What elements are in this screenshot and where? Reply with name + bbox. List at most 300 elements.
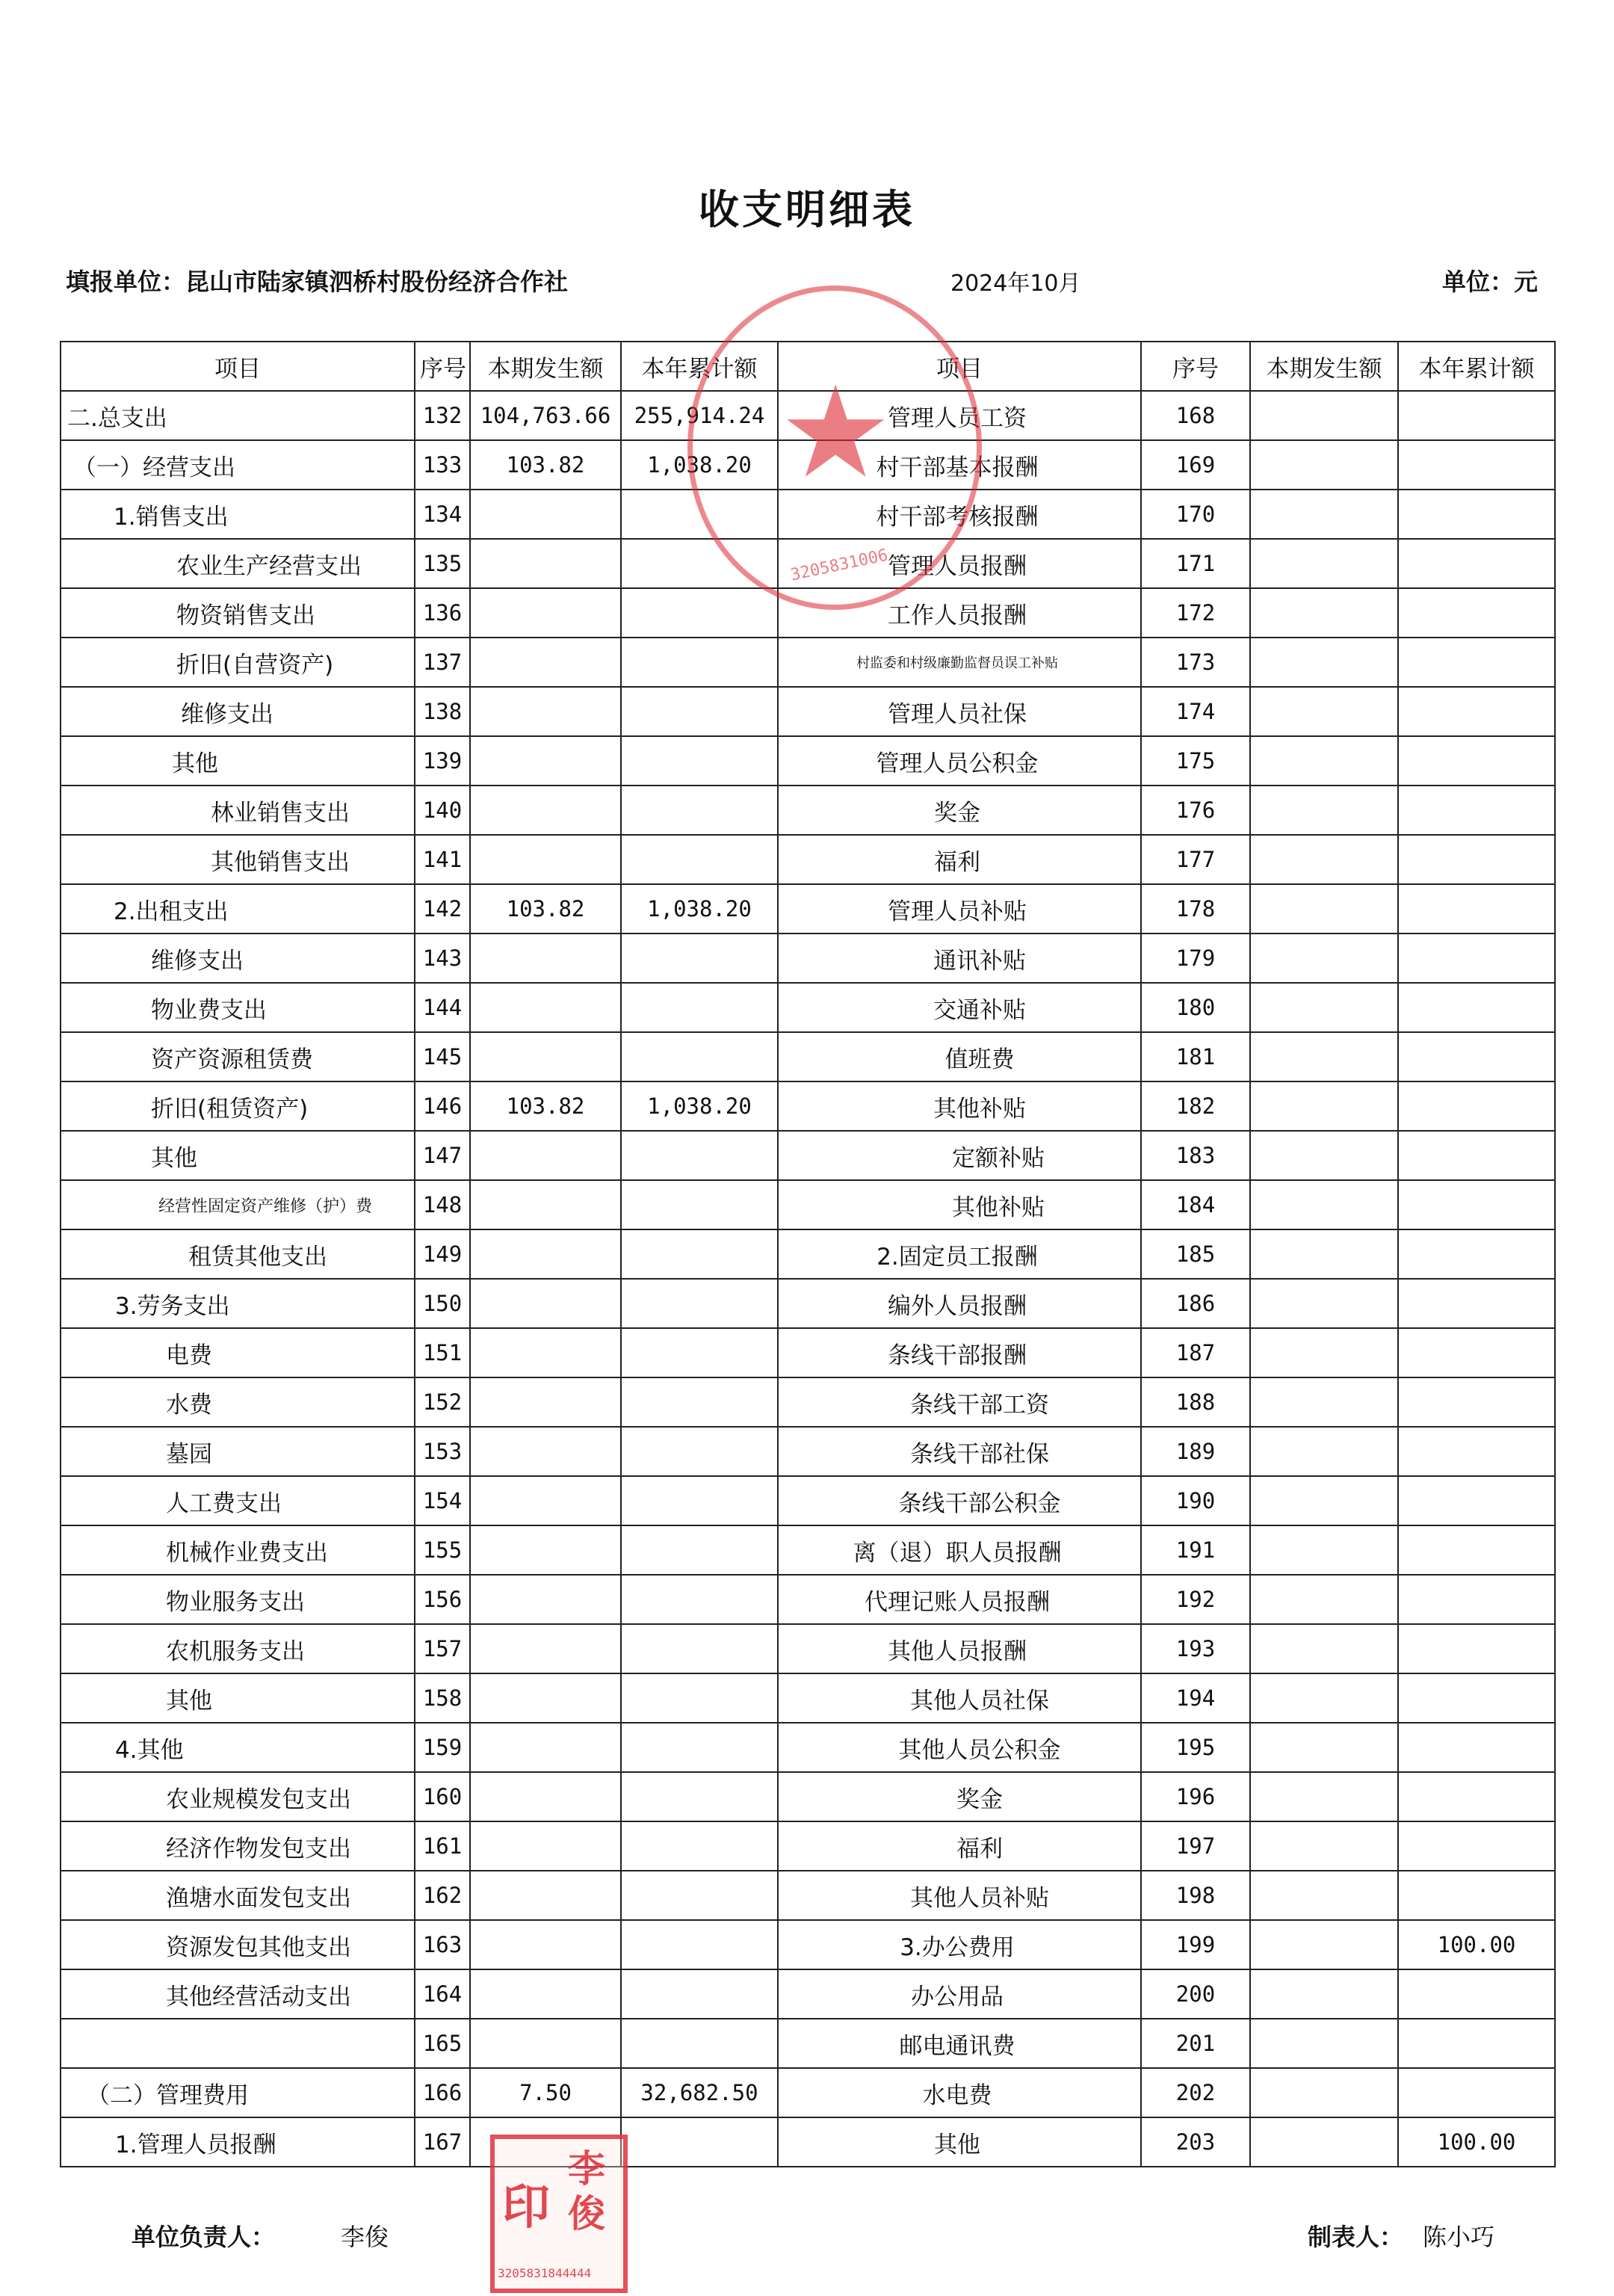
right-seq-cell: 197 [1141, 1821, 1250, 1871]
left-item-cell: （二）管理费用 [61, 2068, 415, 2117]
col-header-current-left: 本期发生额 [470, 342, 621, 391]
right-item-cell: 条线干部工资 [778, 1377, 1141, 1427]
right-seq-cell: 172 [1141, 588, 1250, 638]
left-current-cell [470, 1377, 621, 1427]
left-item-cell: 资产资源租赁费 [61, 1032, 415, 1081]
left-seq-cell: 133 [415, 440, 470, 490]
right-item-cell: 其他人员公积金 [778, 1723, 1141, 1772]
left-seq-cell: 161 [415, 1821, 470, 1871]
right-current-cell [1250, 391, 1398, 440]
table-row [61, 1131, 1555, 1180]
left-item-cell: 3.劳务支出 [61, 1279, 415, 1328]
right-seq-cell: 181 [1141, 1032, 1250, 1081]
left-current-cell [470, 1229, 621, 1279]
left-current-cell [470, 539, 621, 588]
right-ytd-cell [1398, 1180, 1555, 1229]
left-ytd-cell [621, 1032, 778, 1081]
left-ytd-cell [621, 1180, 778, 1229]
left-seq-cell: 152 [415, 1377, 470, 1427]
right-seq-cell: 191 [1141, 1525, 1250, 1575]
left-current-cell: 104,763.66 [470, 391, 621, 440]
right-item-cell: 条线干部公积金 [778, 1476, 1141, 1525]
left-seq-cell: 154 [415, 1476, 470, 1525]
right-seq-cell: 187 [1141, 1328, 1250, 1377]
right-ytd-cell [1398, 1575, 1555, 1624]
left-item-cell: 维修支出 [61, 687, 415, 736]
col-header-current-right: 本期发生额 [1250, 342, 1398, 391]
left-ytd-cell [621, 1427, 778, 1476]
left-seq-cell: 163 [415, 1920, 470, 1969]
table-row [61, 1377, 1555, 1427]
right-seq-cell: 176 [1141, 786, 1250, 835]
left-current-cell: 103.82 [470, 440, 621, 490]
left-seq-cell: 156 [415, 1575, 470, 1624]
right-ytd-cell [1398, 391, 1555, 440]
left-ytd-cell [621, 490, 778, 539]
left-current-cell: 103.82 [470, 1081, 621, 1131]
right-current-cell [1250, 1772, 1398, 1821]
right-seq-cell: 178 [1141, 884, 1250, 933]
left-current-cell [470, 1673, 621, 1723]
left-ytd-cell [621, 1673, 778, 1723]
table-row [61, 588, 1555, 638]
right-current-cell [1250, 884, 1398, 933]
right-ytd-cell [1398, 1476, 1555, 1525]
left-current-cell [470, 2019, 621, 2068]
left-seq-cell: 151 [415, 1328, 470, 1377]
left-current-cell [470, 2117, 621, 2167]
left-current-cell [470, 786, 621, 835]
left-ytd-cell [621, 2117, 778, 2167]
left-ytd-cell [621, 933, 778, 983]
left-ytd-cell [621, 1377, 778, 1427]
left-current-cell [470, 1525, 621, 1575]
table-row [61, 1723, 1555, 1772]
right-ytd-cell [1398, 638, 1555, 687]
table-row [61, 2117, 1555, 2167]
left-seq-cell: 146 [415, 1081, 470, 1131]
left-current-cell [470, 1920, 621, 1969]
right-seq-cell: 183 [1141, 1131, 1250, 1180]
right-ytd-cell [1398, 1624, 1555, 1673]
right-seq-cell: 175 [1141, 736, 1250, 786]
table-row [61, 687, 1555, 736]
left-seq-cell: 137 [415, 638, 470, 687]
left-item-cell: 维修支出 [61, 933, 415, 983]
right-current-cell [1250, 1229, 1398, 1279]
left-seq-cell: 144 [415, 983, 470, 1032]
left-seq-cell: 162 [415, 1871, 470, 1920]
left-item-cell: 1.销售支出 [61, 490, 415, 539]
left-ytd-cell [621, 1229, 778, 1279]
right-seq-cell: 188 [1141, 1377, 1250, 1427]
right-ytd-cell [1398, 1229, 1555, 1279]
right-item-cell: 村干部考核报酬 [778, 490, 1141, 539]
detail-table [60, 341, 1556, 2167]
right-seq-cell: 192 [1141, 1575, 1250, 1624]
left-seq-cell: 164 [415, 1969, 470, 2019]
right-item-cell: 村干部基本报酬 [778, 440, 1141, 490]
left-item-cell: 机械作业费支出 [61, 1525, 415, 1575]
table-row [61, 1229, 1555, 1279]
left-seq-cell: 148 [415, 1180, 470, 1229]
right-current-cell [1250, 1525, 1398, 1575]
left-seq-cell: 139 [415, 736, 470, 786]
left-item-cell [61, 2019, 415, 2068]
square-seal-code: 3205831844444 [498, 2266, 592, 2280]
right-seq-cell: 190 [1141, 1476, 1250, 1525]
table-row [61, 1969, 1555, 2019]
right-ytd-cell [1398, 1427, 1555, 1476]
left-ytd-cell [621, 1821, 778, 1871]
left-seq-cell: 155 [415, 1525, 470, 1575]
left-seq-cell: 143 [415, 933, 470, 983]
table-row [61, 1624, 1555, 1673]
left-seq-cell: 166 [415, 2068, 470, 2117]
table-row [61, 983, 1555, 1032]
left-ytd-cell [621, 687, 778, 736]
right-current-cell [1250, 1032, 1398, 1081]
left-current-cell [470, 1427, 621, 1476]
table-row [61, 1180, 1555, 1229]
right-ytd-cell [1398, 983, 1555, 1032]
left-seq-cell: 160 [415, 1772, 470, 1821]
right-ytd-cell [1398, 1821, 1555, 1871]
right-current-cell [1250, 539, 1398, 588]
left-item-cell: 其他经营活动支出 [61, 1969, 415, 2019]
right-ytd-cell [1398, 933, 1555, 983]
right-current-cell [1250, 687, 1398, 736]
right-item-cell: 其他补贴 [778, 1081, 1141, 1131]
col-header-ytd-right: 本年累计额 [1398, 342, 1555, 391]
left-item-cell: 资源发包其他支出 [61, 1920, 415, 1969]
right-ytd-cell [1398, 1377, 1555, 1427]
right-item-cell: 邮电通讯费 [778, 2019, 1141, 2068]
star-icon: ★ [779, 359, 893, 507]
left-current-cell [470, 1328, 621, 1377]
left-current-cell [470, 983, 621, 1032]
right-current-cell [1250, 835, 1398, 884]
left-seq-cell: 132 [415, 391, 470, 440]
right-seq-cell: 184 [1141, 1180, 1250, 1229]
right-current-cell [1250, 1920, 1398, 1969]
right-current-cell [1250, 1131, 1398, 1180]
right-item-cell: 办公用品 [778, 1969, 1141, 2019]
right-ytd-cell [1398, 440, 1555, 490]
square-seal-char-1: 印 [502, 2180, 550, 2235]
left-current-cell [470, 638, 621, 687]
left-item-cell: 经济作物发包支出 [61, 1821, 415, 1871]
right-item-cell: 工作人员报酬 [778, 588, 1141, 638]
left-seq-cell: 149 [415, 1229, 470, 1279]
right-ytd-cell [1398, 490, 1555, 539]
right-ytd-cell [1398, 786, 1555, 835]
table-row [61, 490, 1555, 539]
right-seq-cell: 171 [1141, 539, 1250, 588]
table-row [61, 1821, 1555, 1871]
table-row [61, 1525, 1555, 1575]
right-item-cell: 奖金 [778, 1772, 1141, 1821]
right-seq-cell: 177 [1141, 835, 1250, 884]
right-seq-cell: 186 [1141, 1279, 1250, 1328]
left-ytd-cell [621, 736, 778, 786]
left-seq-cell: 167 [415, 2117, 470, 2167]
table-row [61, 1476, 1555, 1525]
left-ytd-cell [621, 1624, 778, 1673]
left-item-cell: 物业服务支出 [61, 1575, 415, 1624]
left-seq-cell: 145 [415, 1032, 470, 1081]
left-ytd-cell [621, 786, 778, 835]
left-item-cell: 4.其他 [61, 1723, 415, 1772]
table-row [61, 1920, 1555, 1969]
right-ytd-cell: 100.00 [1398, 1920, 1555, 1969]
left-current-cell [470, 835, 621, 884]
left-item-cell: 渔塘水面发包支出 [61, 1871, 415, 1920]
right-ytd-cell [1398, 1871, 1555, 1920]
left-seq-cell: 140 [415, 786, 470, 835]
left-current-cell [470, 1772, 621, 1821]
right-seq-cell: 195 [1141, 1723, 1250, 1772]
right-ytd-cell [1398, 687, 1555, 736]
right-current-cell [1250, 2019, 1398, 2068]
left-item-cell: 二.总支出 [61, 391, 415, 440]
right-current-cell [1250, 1279, 1398, 1328]
left-current-cell [470, 588, 621, 638]
right-item-cell: 值班费 [778, 1032, 1141, 1081]
left-ytd-cell [621, 1279, 778, 1328]
left-item-cell: 物资销售支出 [61, 588, 415, 638]
right-seq-cell: 196 [1141, 1772, 1250, 1821]
left-current-cell [470, 1476, 621, 1525]
table-row [61, 1575, 1555, 1624]
currency-unit: 单位：元 [1442, 268, 1539, 296]
right-current-cell [1250, 638, 1398, 687]
right-seq-cell: 182 [1141, 1081, 1250, 1131]
right-seq-cell: 198 [1141, 1871, 1250, 1920]
left-current-cell [470, 1969, 621, 2019]
table-row [61, 391, 1555, 440]
page-title: 收支明细表 [699, 186, 915, 233]
left-seq-cell: 165 [415, 2019, 470, 2068]
left-ytd-cell [621, 1969, 778, 2019]
right-seq-cell: 185 [1141, 1229, 1250, 1279]
left-item-cell: 其他 [61, 736, 415, 786]
table-row [61, 786, 1555, 835]
right-current-cell [1250, 1723, 1398, 1772]
table-row [61, 1427, 1555, 1476]
right-ytd-cell [1398, 736, 1555, 786]
left-ytd-cell [621, 835, 778, 884]
left-seq-cell: 150 [415, 1279, 470, 1328]
right-ytd-cell [1398, 835, 1555, 884]
right-item-cell: 通讯补贴 [778, 933, 1141, 983]
col-header-item-left: 项目 [61, 342, 415, 391]
right-ytd-cell [1398, 1673, 1555, 1723]
right-item-cell: 其他补贴 [778, 1180, 1141, 1229]
left-ytd-cell: 32,682.50 [621, 2068, 778, 2117]
footer-preparer [1308, 2218, 1494, 2253]
table-row [61, 835, 1555, 884]
left-seq-cell: 147 [415, 1131, 470, 1180]
left-seq-cell: 157 [415, 1624, 470, 1673]
left-ytd-cell [621, 2019, 778, 2068]
left-item-cell: 农业规模发包支出 [61, 1772, 415, 1821]
footer-head [132, 2218, 389, 2253]
left-ytd-cell [621, 983, 778, 1032]
right-seq-cell: 169 [1141, 440, 1250, 490]
right-ytd-cell [1398, 1969, 1555, 2019]
left-ytd-cell: 1,038.20 [621, 884, 778, 933]
right-ytd-cell [1398, 2068, 1555, 2117]
left-item-cell: 其他 [61, 1131, 415, 1180]
table-row [61, 638, 1555, 687]
right-item-cell: 其他人员补贴 [778, 1871, 1141, 1920]
right-seq-cell: 173 [1141, 638, 1250, 687]
right-item-cell: 其他人员社保 [778, 1673, 1141, 1723]
right-seq-cell: 168 [1141, 391, 1250, 440]
left-ytd-cell [621, 1871, 778, 1920]
left-ytd-cell: 1,038.20 [621, 440, 778, 490]
right-ytd-cell [1398, 2019, 1555, 2068]
right-current-cell [1250, 1969, 1398, 2019]
left-seq-cell: 142 [415, 884, 470, 933]
right-ytd-cell [1398, 1279, 1555, 1328]
table-row [61, 2068, 1555, 2117]
right-current-cell [1250, 1081, 1398, 1131]
right-item-cell: 条线干部社保 [778, 1427, 1141, 1476]
right-current-cell [1250, 1377, 1398, 1427]
left-ytd-cell [621, 539, 778, 588]
table-row [61, 1328, 1555, 1377]
right-ytd-cell [1398, 1081, 1555, 1131]
left-current-cell [470, 1821, 621, 1871]
right-item-cell: 管理人员报酬 [778, 539, 1141, 588]
col-header-seq-left: 序号 [415, 342, 470, 391]
right-item-cell: 管理人员补贴 [778, 884, 1141, 933]
preparer-label: 制表人： [1308, 2223, 1404, 2251]
left-current-cell [470, 1032, 621, 1081]
left-item-cell: 折旧(租赁资产) [61, 1081, 415, 1131]
left-ytd-cell [621, 1131, 778, 1180]
left-ytd-cell [621, 1772, 778, 1821]
left-item-cell: 物业费支出 [61, 983, 415, 1032]
right-seq-cell: 199 [1141, 1920, 1250, 1969]
left-ytd-cell [621, 1328, 778, 1377]
left-item-cell: 农机服务支出 [61, 1624, 415, 1673]
left-item-cell: 1.管理人员报酬 [61, 2117, 415, 2167]
left-seq-cell: 153 [415, 1427, 470, 1476]
right-item-cell: 管理人员工资 [778, 391, 1141, 440]
left-seq-cell: 159 [415, 1723, 470, 1772]
right-seq-cell: 202 [1141, 2068, 1250, 2117]
table-row [61, 2019, 1555, 2068]
right-item-cell: 福利 [778, 835, 1141, 884]
right-current-cell [1250, 736, 1398, 786]
left-ytd-cell [621, 1525, 778, 1575]
col-header-item-right: 项目 [778, 342, 1141, 391]
right-seq-cell: 189 [1141, 1427, 1250, 1476]
left-item-cell: 人工费支出 [61, 1476, 415, 1525]
left-current-cell [470, 933, 621, 983]
right-item-cell: 交通补贴 [778, 983, 1141, 1032]
left-item-cell: 租赁其他支出 [61, 1229, 415, 1279]
right-ytd-cell [1398, 1525, 1555, 1575]
right-current-cell [1250, 786, 1398, 835]
left-ytd-cell [621, 638, 778, 687]
table-row [61, 440, 1555, 490]
left-seq-cell: 135 [415, 539, 470, 588]
right-seq-cell: 194 [1141, 1673, 1250, 1723]
left-item-cell: 其他 [61, 1673, 415, 1723]
right-current-cell [1250, 490, 1398, 539]
left-item-cell: 经营性固定资产维修（护）费 [61, 1180, 415, 1229]
left-seq-cell: 136 [415, 588, 470, 638]
left-current-cell [470, 1131, 621, 1180]
right-seq-cell: 193 [1141, 1624, 1250, 1673]
right-item-cell: 代理记账人员报酬 [778, 1575, 1141, 1624]
left-current-cell [470, 490, 621, 539]
left-ytd-cell [621, 588, 778, 638]
left-current-cell: 103.82 [470, 884, 621, 933]
right-item-cell: 管理人员社保 [778, 687, 1141, 736]
right-item-cell: 3.办公费用 [778, 1920, 1141, 1969]
left-current-cell [470, 1624, 621, 1673]
right-item-cell: 其他 [778, 2117, 1141, 2167]
right-current-cell [1250, 1476, 1398, 1525]
left-ytd-cell [621, 1476, 778, 1525]
left-seq-cell: 138 [415, 687, 470, 736]
right-current-cell [1250, 933, 1398, 983]
table-header-row [61, 342, 1555, 391]
right-current-cell [1250, 983, 1398, 1032]
right-seq-cell: 179 [1141, 933, 1250, 983]
right-seq-cell: 180 [1141, 983, 1250, 1032]
left-item-cell: 水费 [61, 1377, 415, 1427]
left-item-cell: 电费 [61, 1328, 415, 1377]
left-item-cell: 折旧(自营资产) [61, 638, 415, 687]
right-item-cell: 2.固定员工报酬 [778, 1229, 1141, 1279]
table-row [61, 1673, 1555, 1723]
left-current-cell [470, 1723, 621, 1772]
left-ytd-cell: 1,038.20 [621, 1081, 778, 1131]
right-current-cell [1250, 2068, 1398, 2117]
left-ytd-cell [621, 1723, 778, 1772]
table-row [61, 736, 1555, 786]
col-header-ytd-left: 本年累计额 [621, 342, 778, 391]
left-item-cell: 林业销售支出 [61, 786, 415, 835]
left-ytd-cell: 255,914.24 [621, 391, 778, 440]
right-seq-cell: 174 [1141, 687, 1250, 736]
right-current-cell [1250, 1624, 1398, 1673]
left-ytd-cell [621, 1575, 778, 1624]
left-current-cell [470, 687, 621, 736]
table-row [61, 1081, 1555, 1131]
right-item-cell: 编外人员报酬 [778, 1279, 1141, 1328]
right-item-cell: 福利 [778, 1821, 1141, 1871]
right-ytd-cell [1398, 588, 1555, 638]
right-ytd-cell [1398, 1131, 1555, 1180]
table-row [61, 933, 1555, 983]
right-ytd-cell [1398, 539, 1555, 588]
col-header-seq-right: 序号 [1141, 342, 1250, 391]
left-current-cell [470, 1279, 621, 1328]
left-current-cell [470, 1871, 621, 1920]
right-seq-cell: 170 [1141, 490, 1250, 539]
round-seal-code: 3205831006 [788, 546, 890, 585]
right-current-cell [1250, 1575, 1398, 1624]
left-seq-cell: 158 [415, 1673, 470, 1723]
right-ytd-cell [1398, 1723, 1555, 1772]
